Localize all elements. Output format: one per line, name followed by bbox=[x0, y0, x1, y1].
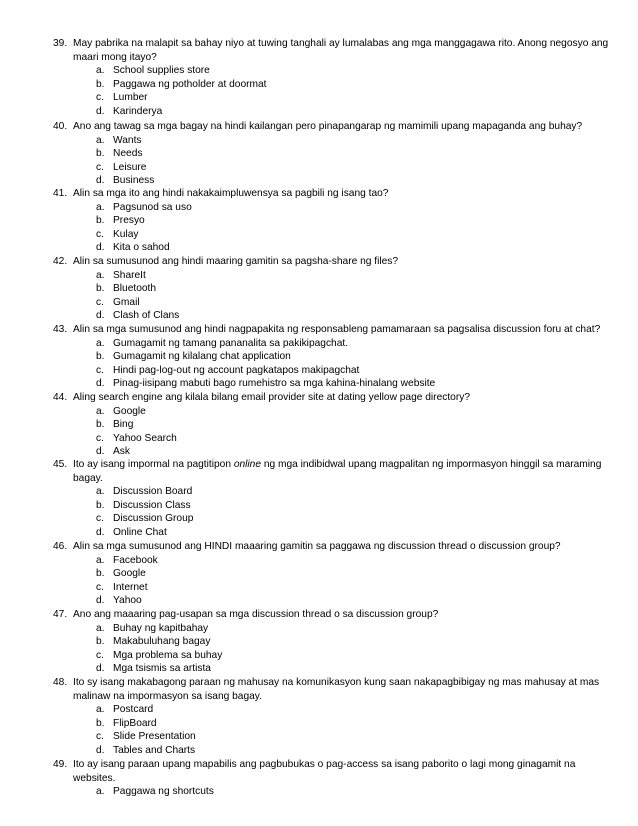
choice-text: Facebook bbox=[113, 554, 158, 566]
question-42 bbox=[53, 255, 613, 323]
question-text: Alin sa mga sumusunod ang hindi nagpapakita ng responsableng pamamaraan sa pagsalisa discussion foru at chat? bbox=[73, 324, 601, 335]
choice-text: Leisure bbox=[113, 161, 147, 173]
question-text: Ito sy isang makabagong paraan ng mahusay na komunikasyon kung saan nakapagbibigay ng mas mahusay at mas malinaw na impormasyon sa isang bagay. bbox=[73, 677, 600, 702]
question-47 bbox=[53, 608, 613, 676]
choice-letter: b. bbox=[96, 283, 105, 295]
question-text: Aling search engine ang kilala bilang email provider site at dating yellow page directory? bbox=[73, 392, 470, 403]
choice-letter: b. bbox=[96, 717, 105, 729]
choice-d bbox=[96, 445, 613, 459]
choice-text: Karinderya bbox=[113, 105, 163, 117]
choice-letter: c. bbox=[96, 432, 104, 444]
choice-a bbox=[96, 269, 613, 283]
choice-c bbox=[96, 228, 613, 242]
choice-c bbox=[96, 161, 613, 175]
choice-d bbox=[96, 309, 613, 323]
choice-letter: a. bbox=[96, 622, 105, 634]
choice-text: Online Chat bbox=[113, 526, 167, 538]
question-text-emphasis: online bbox=[233, 459, 262, 470]
choice-letter: b. bbox=[96, 636, 105, 648]
choice-letter: a. bbox=[96, 704, 105, 716]
question-text: Alin sa mga ito ang hindi nakakaimpluwensya sa pagbili ng isang tao? bbox=[73, 188, 389, 199]
choice-text: Ask bbox=[113, 446, 130, 458]
choice-a bbox=[96, 405, 613, 419]
choice-text: School supplies store bbox=[113, 65, 210, 77]
choice-a bbox=[96, 134, 613, 148]
choice-text: Mga problema sa buhay bbox=[113, 649, 223, 661]
choice-c bbox=[96, 512, 613, 526]
choice-letter: d. bbox=[96, 744, 105, 756]
choice-text: Paggawa ng potholder at doormat bbox=[113, 78, 267, 90]
question-number: 43. bbox=[53, 324, 68, 335]
choice-letter: c. bbox=[96, 228, 104, 240]
choice-letter: c. bbox=[96, 364, 104, 376]
question-text: May pabrika na malapit sa bahay niyo at tuwing tanghali ay lumalabas ang mga manggagawa rito. Anong negosyo ang maari mong itayo? bbox=[73, 38, 609, 63]
question-text: Alin sa mga sumusunod ang HINDI maaaring gamitin sa paggawa ng discussion thread o discussion group? bbox=[73, 541, 561, 552]
question-44 bbox=[53, 391, 613, 459]
question-46 bbox=[53, 540, 613, 608]
choice-letter: b. bbox=[96, 351, 105, 363]
question-text bbox=[73, 458, 613, 485]
choice-text: Google bbox=[113, 568, 146, 580]
question-text: Ito ay isang paraan upang mapabilis ang pagbubukas o pag-access sa isang paborito o lagi mong ginagamit na websites. bbox=[73, 759, 576, 784]
choice-c bbox=[96, 432, 613, 446]
choice-text: Yahoo bbox=[113, 595, 142, 607]
choice-text: Kulay bbox=[113, 228, 139, 240]
choice-text: Discussion Class bbox=[113, 499, 191, 511]
question-41 bbox=[53, 187, 613, 255]
choice-letter: d. bbox=[96, 105, 105, 117]
choice-text: Bluetooth bbox=[113, 283, 157, 295]
choice-d bbox=[96, 662, 613, 676]
choice-d bbox=[96, 105, 613, 119]
choice-text: FlipBoard bbox=[113, 717, 157, 729]
choice-letter: c. bbox=[96, 92, 104, 104]
choice-text: Slide Presentation bbox=[113, 731, 196, 743]
choice-b bbox=[96, 147, 613, 161]
choice-text: Yahoo Search bbox=[113, 432, 177, 444]
question-number: 45. bbox=[53, 459, 68, 470]
choice-text: Kita o sahod bbox=[113, 242, 170, 254]
choice-letter: a. bbox=[96, 554, 105, 566]
choice-text: Postcard bbox=[113, 704, 154, 716]
choice-c bbox=[96, 296, 613, 310]
question-number: 46. bbox=[53, 541, 68, 552]
choice-a bbox=[96, 64, 613, 78]
question-48 bbox=[53, 676, 613, 758]
question-40 bbox=[53, 120, 613, 188]
choice-b bbox=[96, 567, 613, 581]
choice-letter: c. bbox=[96, 731, 104, 743]
choice-text: Lumber bbox=[113, 92, 148, 104]
choice-c bbox=[96, 581, 613, 595]
choice-letter: a. bbox=[96, 405, 105, 417]
choice-letter: b. bbox=[96, 419, 105, 431]
question-43 bbox=[53, 323, 613, 391]
choice-letter: d. bbox=[96, 526, 105, 538]
choice-letter: d. bbox=[96, 595, 105, 607]
choice-letter: c. bbox=[96, 581, 104, 593]
question-number: 49. bbox=[53, 759, 68, 770]
choice-c bbox=[96, 730, 613, 744]
question-number: 44. bbox=[53, 392, 68, 403]
question-text: Ano ang tawag sa mga bagay na hindi kailangan pero pinapangarap ng mamimili upang mapaganda ang buhay? bbox=[73, 121, 583, 132]
question-45 bbox=[53, 458, 613, 540]
choice-text: Discussion Board bbox=[113, 486, 193, 498]
choice-letter: c. bbox=[96, 649, 104, 661]
choice-a bbox=[96, 554, 613, 568]
choice-letter: d. bbox=[96, 310, 105, 322]
question-number: 48. bbox=[53, 677, 68, 688]
choice-letter: a. bbox=[96, 201, 105, 213]
choice-letter: d. bbox=[96, 175, 105, 187]
choice-letter: c. bbox=[96, 296, 104, 308]
choice-a bbox=[96, 703, 613, 717]
choice-b bbox=[96, 350, 613, 364]
choice-text: Wants bbox=[113, 134, 142, 146]
choice-letter: a. bbox=[96, 134, 105, 146]
question-text-part: ng mga indibidwal upang magpalitan ng impormasyon hinggil sa maraming bagay. bbox=[73, 459, 602, 484]
choice-text: Mga tsismis sa artista bbox=[113, 663, 211, 675]
question-text-part: Ito ay isang impormal na pagtitipon bbox=[73, 459, 234, 470]
choice-letter: b. bbox=[96, 148, 105, 160]
choice-text: Clash of Clans bbox=[113, 310, 180, 322]
choice-letter: a. bbox=[96, 486, 105, 498]
choice-b bbox=[96, 635, 613, 649]
choice-text: Makabuluhang bagay bbox=[113, 636, 211, 648]
question-number: 41. bbox=[53, 188, 68, 199]
choice-letter: c. bbox=[96, 161, 104, 173]
question-39 bbox=[53, 37, 613, 119]
choice-text: ShareIt bbox=[113, 269, 146, 281]
choice-letter: b. bbox=[96, 215, 105, 227]
choice-letter: c. bbox=[96, 513, 104, 525]
choice-letter: a. bbox=[96, 269, 105, 281]
choice-b bbox=[96, 499, 613, 513]
choice-text: Google bbox=[113, 405, 146, 417]
choice-text: Pagsunod sa uso bbox=[113, 201, 192, 213]
choice-text: Paggawa ng shortcuts bbox=[113, 786, 214, 798]
choice-d bbox=[96, 744, 613, 758]
question-number: 40. bbox=[53, 121, 68, 132]
choice-a bbox=[96, 201, 613, 215]
choice-text: Gumagamit ng tamang pananalita sa pakikipagchat. bbox=[113, 337, 349, 349]
choice-a bbox=[96, 337, 613, 351]
choice-text: Bing bbox=[113, 419, 134, 431]
choice-text: Pinag-iisipang mabuti bago rumehistro sa mga kahina-hinalang website bbox=[113, 378, 436, 390]
choice-letter: d. bbox=[96, 242, 105, 254]
question-text: Alin sa sumusunod ang hindi maaring gamitin sa pagsha-share ng files? bbox=[73, 256, 399, 267]
choice-a bbox=[96, 622, 613, 636]
choice-letter: d. bbox=[96, 378, 105, 390]
choice-b bbox=[96, 418, 613, 432]
choice-text: Buhay ng kapitbahay bbox=[113, 622, 209, 634]
choice-letter: d. bbox=[96, 663, 105, 675]
choice-letter: a. bbox=[96, 337, 105, 349]
choice-b bbox=[96, 78, 613, 92]
question-number: 39. bbox=[53, 38, 68, 49]
choice-text: Needs bbox=[113, 148, 143, 160]
choice-text: Tables and Charts bbox=[113, 744, 196, 756]
choice-letter: b. bbox=[96, 568, 105, 580]
choice-a bbox=[96, 485, 613, 499]
choice-a bbox=[96, 785, 613, 799]
choice-letter: d. bbox=[96, 446, 105, 458]
choice-letter: b. bbox=[96, 499, 105, 511]
choice-letter: a. bbox=[96, 65, 105, 77]
choice-b bbox=[96, 282, 613, 296]
choice-c bbox=[96, 364, 613, 378]
choice-text: Presyo bbox=[113, 215, 145, 227]
choice-text: Hindi pag-log-out ng account pagkatapos makipagchat bbox=[113, 364, 360, 376]
choice-letter: b. bbox=[96, 78, 105, 90]
choice-d bbox=[96, 174, 613, 188]
choice-text: Discussion Group bbox=[113, 513, 194, 525]
choice-text: Business bbox=[113, 175, 155, 187]
choice-text: Gumagamit ng kilalang chat application bbox=[113, 351, 291, 363]
choice-text: Internet bbox=[113, 581, 148, 593]
question-49 bbox=[53, 758, 613, 799]
choice-b bbox=[96, 717, 613, 731]
choice-d bbox=[96, 377, 613, 391]
choice-letter: a. bbox=[96, 786, 105, 798]
choice-c bbox=[96, 91, 613, 105]
question-number: 42. bbox=[53, 256, 68, 267]
choice-b bbox=[96, 214, 613, 228]
choice-d bbox=[96, 241, 613, 255]
question-number: 47. bbox=[53, 609, 68, 620]
question-text: Ano ang maaaring pag-usapan sa mga discussion thread o sa discussion group? bbox=[73, 609, 439, 620]
choice-text: Gmail bbox=[113, 296, 140, 308]
choice-d bbox=[96, 526, 613, 540]
choice-d bbox=[96, 594, 613, 608]
choice-c bbox=[96, 649, 613, 663]
